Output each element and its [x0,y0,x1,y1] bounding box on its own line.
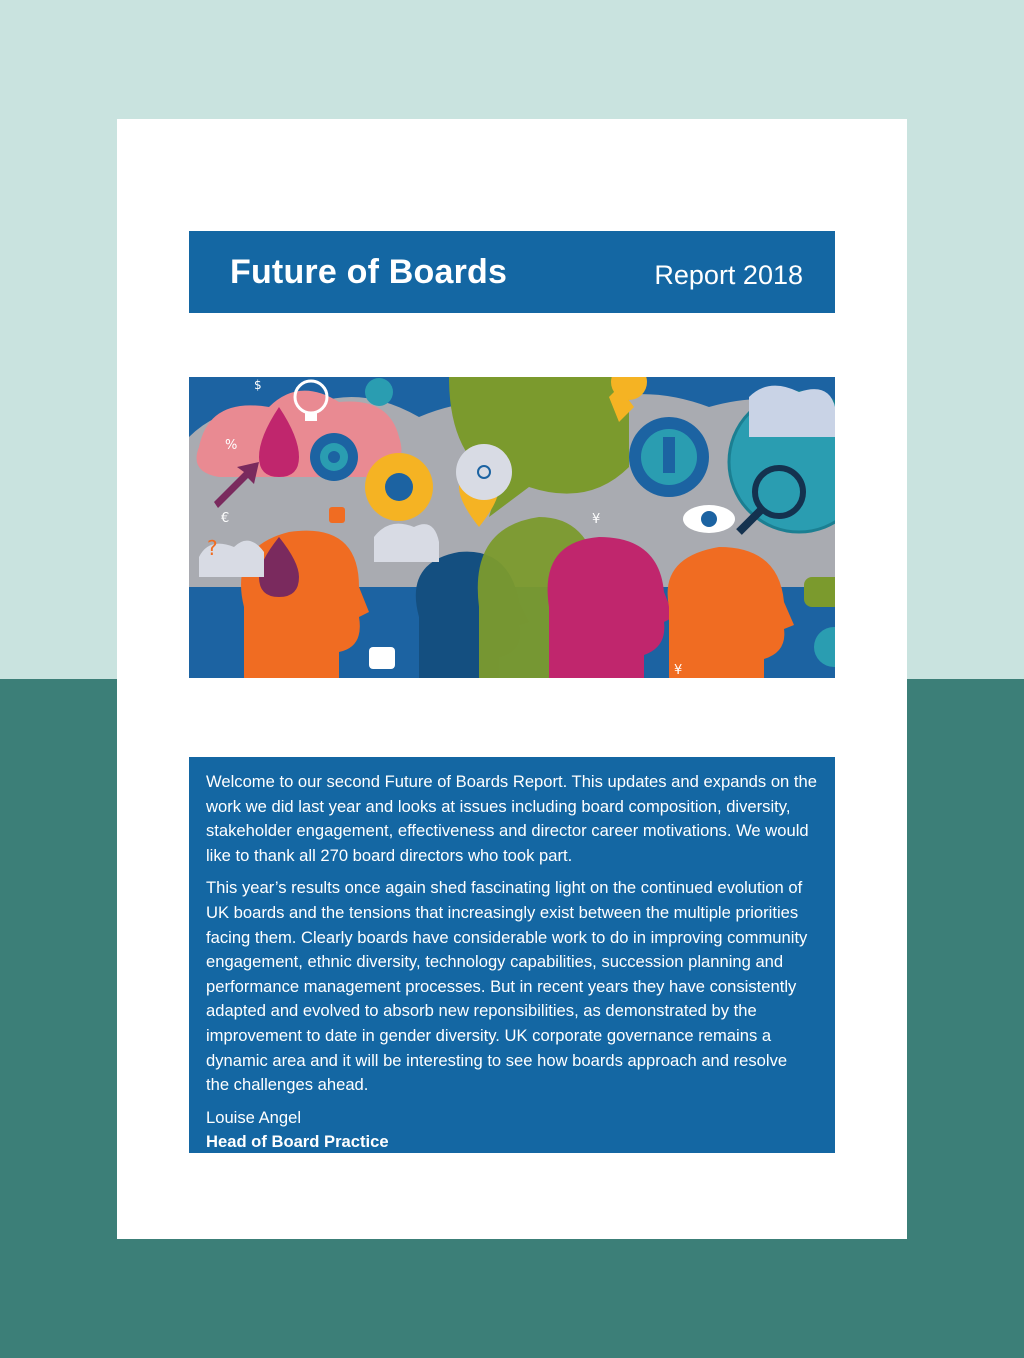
gear-icon [365,453,433,521]
network-icon [456,444,512,500]
intro-line: performance management processes. But in recent years they have consistently [206,976,797,996]
eye-icon [683,505,735,533]
intro-line: adapted and evolved to absorb new reponsibilities, as demonstrated by the [206,1001,757,1021]
chat-bubble-icon [804,577,835,607]
yen-symbol: ¥ [592,512,601,527]
percent-symbol: % [225,438,238,453]
hero-illustration [189,377,835,678]
intro-line: the challenges ahead. [206,1075,369,1095]
dollar-symbol: $ [254,378,262,392]
intro-line: like to thank all 270 board directors who took part. [206,845,573,865]
signature-role: Head of Board Practice [206,1132,389,1152]
gear-icon [629,417,709,497]
intro-line: stakeholder engagement, effectiveness and director career motivations. We would [206,821,809,841]
yen-symbol: ¥ [674,663,683,678]
heads-illustration [189,377,835,678]
intro-paragraph-2 [206,876,835,1097]
report-title: Future of Boards [230,253,508,291]
intro-line: engagement, ethnic diversity, technology capabilities, succession planning and [206,952,784,972]
intro-paragraph-1 [206,770,835,868]
gear-icon [310,433,358,481]
intro-line: work we did last year and looks at issues including board composition, diversity, [206,796,791,816]
title-banner [189,231,835,313]
signature-name: Louise Angel [206,1107,302,1127]
intro-line: UK boards and the tensions that increasingly exist between the multiple priorities [206,902,799,922]
intro-line: dynamic area and it will be interesting to see how boards approach and resolve [206,1050,788,1070]
intro-line: This year’s results once again shed fascinating light on the continued evolution of [206,878,803,898]
intro-line: Welcome to our second Future of Boards Report. This updates and expands on the [206,772,817,791]
introduction-box [189,757,835,1153]
gear-icon [365,378,393,406]
question-symbol: ? [207,536,218,560]
intro-line: improvement to date in gender diversity. UK corporate governance remains a [206,1025,772,1045]
puzzle-icon [329,507,345,523]
report-year: Report 2018 [654,260,803,290]
intro-line: facing them. Clearly boards have considerable work to do in improving community [206,927,808,947]
euro-symbol: € [221,511,230,526]
report-cover [117,119,907,1239]
puzzle-icon [369,647,395,669]
